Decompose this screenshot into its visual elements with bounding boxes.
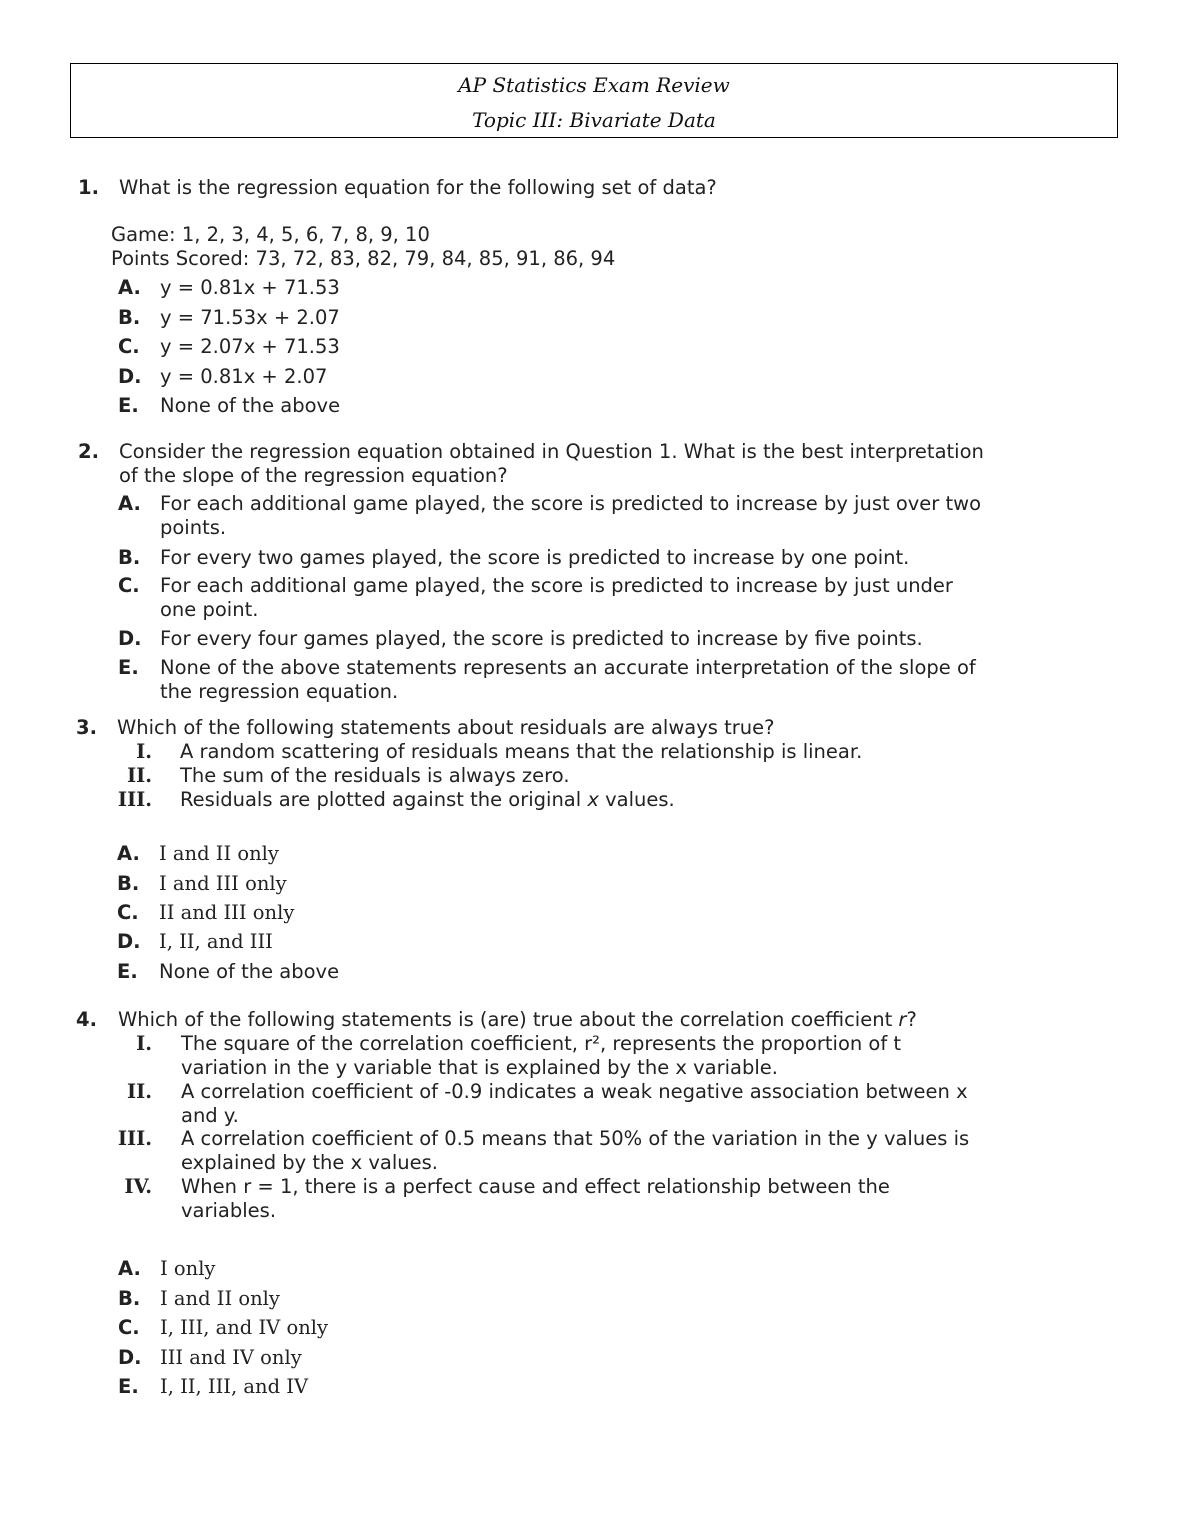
statement-text: Residuals are plotted against the original x values. — [180, 788, 675, 811]
statement-text-line2: and y. — [181, 1104, 239, 1127]
question-number: 3. — [76, 716, 97, 739]
statement-text-line2: variables. — [181, 1199, 277, 1222]
doc-subtitle: Topic III: Bivariate Data — [472, 108, 716, 132]
option-letter: B. — [118, 1287, 141, 1310]
option-text: I and II only — [159, 842, 279, 865]
option-text-line1: For every two games played, the score is predicted to increase by one point. — [160, 546, 910, 569]
option-text-line2: one point. — [160, 598, 259, 621]
question-text: Which of the following statements about residuals are always true? — [117, 716, 775, 739]
statement-number: I. — [136, 1032, 152, 1055]
question-text-line1: Consider the regression equation obtained in Question 1. What is the best interpretation — [119, 440, 984, 463]
option-letter: D. — [118, 627, 142, 650]
option-letter: D. — [118, 365, 142, 388]
statement-text-line2: explained by the x values. — [181, 1151, 438, 1174]
statement-number: III. — [117, 788, 152, 811]
option-text-line1: None of the above statements represents an accurate interpretation of the slope of — [160, 656, 976, 679]
statement-text-line1: The square of the correlation coefficient, r², represents the proportion of t — [181, 1032, 902, 1055]
option-letter: A. — [118, 492, 141, 515]
option-letter: C. — [118, 1316, 140, 1339]
option-letter: C. — [118, 574, 140, 597]
option-text: y = 71.53x + 2.07 — [160, 306, 340, 329]
option-letter: B. — [118, 306, 141, 329]
question-text: Which of the following statements is (are) true about the correlation coefficient r? — [118, 1008, 917, 1031]
option-text: y = 2.07x + 71.53 — [160, 335, 340, 358]
statement-number: III. — [117, 1127, 152, 1150]
statement-number: IV. — [124, 1175, 152, 1198]
option-letter: B. — [118, 546, 141, 569]
option-letter: A. — [118, 1257, 141, 1280]
statement-text: The sum of the residuals is always zero. — [180, 764, 570, 787]
statement-text-line1: A correlation coefficient of 0.5 means that 50% of the variation in the y values is — [181, 1127, 970, 1150]
option-text: II and III only — [159, 901, 295, 924]
option-text-line1: For every four games played, the score is predicted to increase by five points. — [160, 627, 923, 650]
statement-text-line1: A correlation coefficient of -0.9 indicates a weak negative association between x — [181, 1080, 968, 1103]
option-text-line2: the regression equation. — [160, 680, 399, 703]
option-letter: D. — [118, 1346, 142, 1369]
option-letter: C. — [118, 335, 140, 358]
statement-text: A random scattering of residuals means that the relationship is linear. — [180, 740, 863, 763]
statement-text-line1: When r = 1, there is a perfect cause and effect relationship between the — [181, 1175, 890, 1198]
option-letter: E. — [117, 960, 138, 983]
statement-text-line2: variation in the y variable that is explained by the x variable. — [181, 1056, 778, 1079]
option-text-line1: For each additional game played, the score is predicted to increase by just over two — [160, 492, 982, 515]
option-text: y = 0.81x + 71.53 — [160, 276, 340, 299]
data-line-points: Points Scored: 73, 72, 83, 82, 79, 84, 85, 91, 86, 94 — [111, 247, 616, 270]
statement-number: II. — [126, 1080, 152, 1103]
option-letter: D. — [117, 930, 141, 953]
option-text: I, III, and IV only — [160, 1316, 329, 1339]
question-number: 2. — [78, 440, 99, 463]
option-letter: E. — [118, 1375, 139, 1398]
question-text-line2: of the slope of the regression equation? — [119, 464, 508, 487]
statement-number: I. — [136, 740, 152, 763]
option-letter: C. — [117, 901, 139, 924]
option-text: I and III only — [159, 872, 287, 895]
option-text: None of the above — [159, 960, 340, 983]
option-letter: B. — [117, 872, 140, 895]
question-number: 1. — [78, 176, 99, 199]
option-text: I, II, III, and IV — [160, 1375, 309, 1398]
option-letter: E. — [118, 394, 139, 417]
question-number: 4. — [76, 1008, 97, 1031]
option-text: III and IV only — [160, 1346, 302, 1369]
option-letter: E. — [118, 656, 139, 679]
question-text: What is the regression equation for the following set of data? — [119, 176, 717, 199]
option-text: I and II only — [160, 1287, 280, 1310]
option-text-line2: points. — [160, 516, 227, 539]
statement-number: II. — [126, 764, 152, 787]
data-line-game: Game: 1, 2, 3, 4, 5, 6, 7, 8, 9, 10 — [111, 223, 430, 246]
option-letter: A. — [117, 842, 140, 865]
option-text: I, II, and III — [159, 930, 273, 953]
doc-title: AP Statistics Exam Review — [458, 73, 730, 97]
option-text: None of the above — [160, 394, 341, 417]
option-text: I only — [160, 1257, 216, 1280]
header-box — [70, 63, 1118, 138]
option-letter: A. — [118, 276, 141, 299]
option-text-line1: For each additional game played, the score is predicted to increase by just under — [160, 574, 953, 597]
option-text: y = 0.81x + 2.07 — [160, 365, 328, 388]
